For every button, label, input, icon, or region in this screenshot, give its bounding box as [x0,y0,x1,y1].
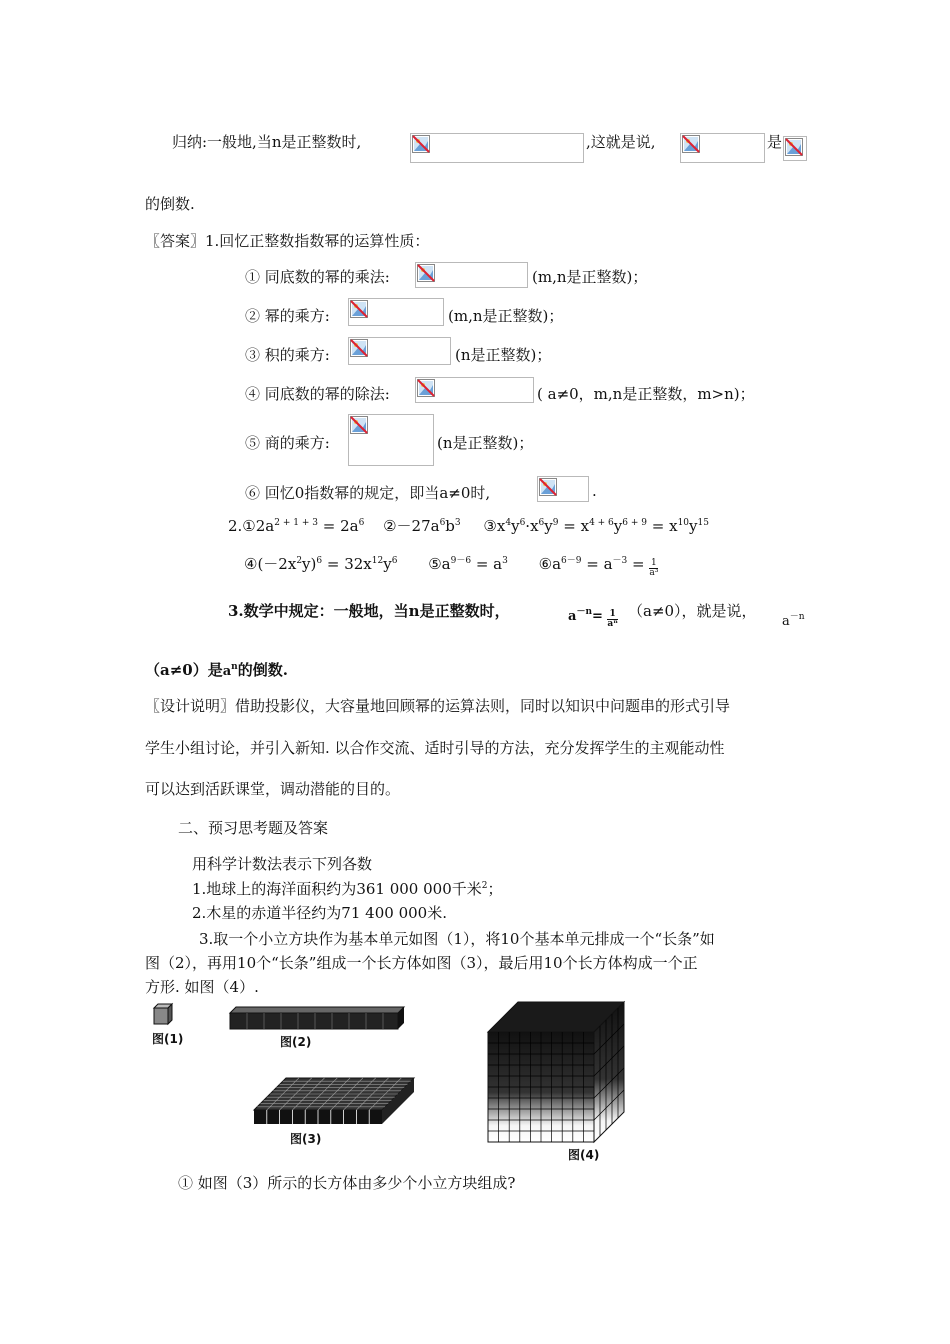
broken-image-icon [350,339,368,357]
rule-condition: (m,n是正整数)； [532,268,648,286]
formula-image-placeholder [348,414,434,466]
q3-condition: （a≠0），就是说， [628,602,757,620]
summary-prefix: 归纳:一般地,当n是正整数时, [172,133,362,151]
rule-condition: (n是正整数)； [455,346,552,364]
figure-2-bar [228,1005,406,1031]
formula-image-placeholder [415,262,528,288]
rule-label: ② 幂的乘方: [245,307,330,325]
rule-condition: (m,n是正整数)； [448,307,564,325]
figure-3-slab [250,1074,418,1130]
formula-image-placeholder [410,133,584,163]
rule-condition: . [592,482,597,500]
formula-image-placeholder [348,298,444,326]
rule-condition: (n是正整数)； [437,434,534,452]
summary-mid: ,这就是说, [586,133,656,151]
broken-image-icon [417,379,435,397]
rule-label: ⑥ 回忆0指数幂的规定，即当a≠0时, [245,484,491,502]
broken-image-icon [785,138,803,156]
q2-line2: $④(-2x^2y)^6 = 32x^{12}y^6$ $⑤a^{9-6} = a^3$ $⑥a^{6-9} = a^{-3}$ = $\frac{1}{\text{a³}}$ [244,555,659,578]
broken-image-icon [417,264,435,282]
q3-tail: $a^{-n}$ [782,612,805,629]
figure-1-cube [152,1002,174,1026]
q3-line2: （a≠0）是$a^n$的倒数. [145,661,288,679]
figure-1-caption: 图(1) [152,1032,184,1046]
summary-suffix: 是 [767,133,783,151]
figure-2-caption: 图(2) [280,1035,312,1049]
rule-label: ⑤ 商的乘方: [245,434,330,452]
design-line1: 〖设计说明〗借助投影仪，大容量地回顾幂的运算法则，同时以知识中问题串的形式引导 [145,697,731,715]
figure-3-caption: 图(3) [290,1132,322,1146]
rule-condition: ( a≠0，m,n是正整数，m>n)； [537,385,755,403]
figure-4-caption: 图(4) [568,1148,600,1162]
question-3-line2: 图（2），再用10个“长条”组成一个长方体如图（3），最后用10个长方体构成一个正 [145,954,698,972]
rule-label: ④ 同底数的幂的除法: [245,385,390,403]
broken-image-icon [350,300,368,318]
figure-4-cube [484,998,626,1146]
broken-image-icon [412,135,430,153]
formula-image-placeholder [783,136,807,161]
formula-image-placeholder [537,476,589,502]
formula-image-placeholder [680,133,765,163]
answer-heading: 〖答案〗1.回忆正整数指数幂的运算性质： [145,232,430,250]
rule-label: ① 同底数的幂的乘法: [245,268,390,286]
question-1: 1.地球上的海洋面积约为361 000 000千米$^2$； [192,880,503,898]
fraction: $\frac{1}{\text{a³}}$ [649,558,659,578]
rule-label: ③ 积的乘方: [245,346,330,364]
q3-formula: $a^{-n}=$ $\frac{1}{\text{aⁿ}}$ [568,607,618,629]
question-3-line3: 方形. 如图（4）. [145,978,259,996]
formula-image-placeholder [415,377,534,403]
formula-image-placeholder [348,337,451,365]
broken-image-icon [682,135,700,153]
question-3-line1: 3.取一个小立方块作为基本单元如图（1），将10个基本单元排成一个“长条”如 [199,930,715,948]
design-line3: 可以达到活跃课堂，调动潜能的目的。 [145,780,401,798]
section-intro: 用科学计数法表示下列各数 [192,855,373,873]
broken-image-icon [350,416,368,434]
question-last: ① 如图（3）所示的长方体由多少个小立方块组成? [178,1174,516,1192]
q3-lead: 3.数学中规定：一般地，当n是正整数时， [228,602,510,620]
summary-line2: 的倒数. [145,195,195,213]
design-line2: 学生小组讨论，并引入新知. 以合作交流、适时引导的方法，充分发挥学生的主观能动性 [145,739,725,757]
section-title: 二、预习思考题及答案 [178,819,329,837]
question-2: 2.木星的赤道半径约为71 400 000米. [192,904,447,922]
q2-line1: $2.①2a^{2 + 1 + 3} = 2a^6$ $②-27a^6b^3$ $③x^4y^6\cdot x^6y^9 = x^{4 + 6}y^{6 + 9} = x^{10}y^{15}$ [228,517,709,535]
broken-image-icon [539,478,557,496]
